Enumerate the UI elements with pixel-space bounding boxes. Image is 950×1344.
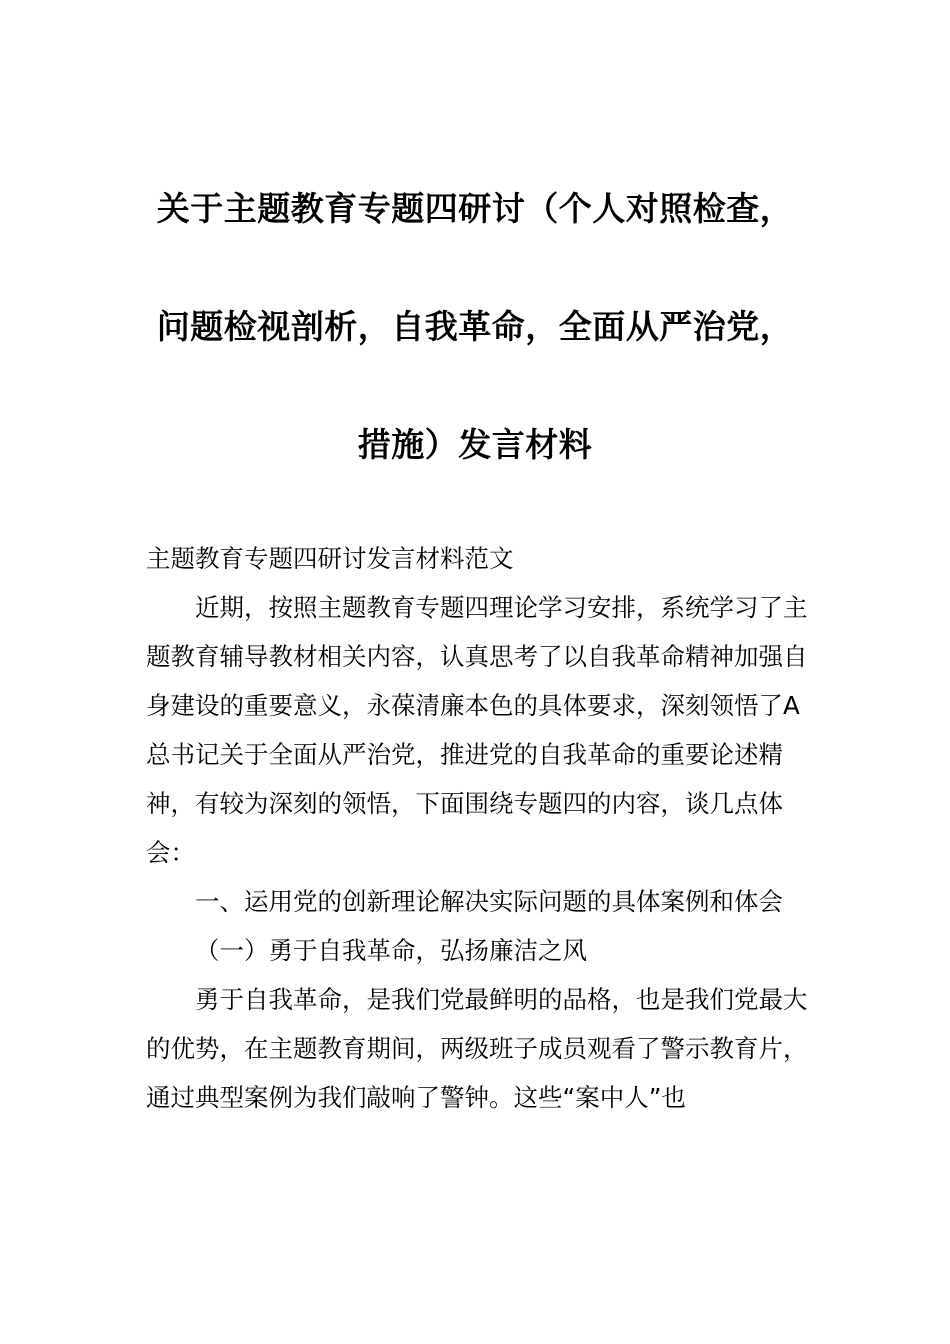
title-line-2: 问题检视剖析，自我革命，全面从严治党，: [156, 307, 794, 346]
document-subtitle: 主题教育专题四研讨发言材料范文: [146, 544, 514, 573]
subsection-heading-1: （一）勇于自我革命，弘扬廉洁之风: [195, 936, 587, 965]
section-heading-1: 一、运用党的创新理论解决实际问题的具体案例和体会: [195, 887, 783, 916]
title-line-1: 关于主题教育专题四研讨（个人对照检查，: [156, 189, 794, 228]
document-title: [120, 150, 830, 504]
title-line-3: 措施）发言材料: [357, 425, 593, 464]
paragraph-body: 勇于自我革命，是我们党最鲜明的品格，也是我们党最大的优势，在主题教育期间，两级班子成员观看了警示教育片，通过典型案例为我们敲响了警钟。这些“案中人”也: [146, 985, 808, 1112]
paragraph-intro: 近期，按照主题教育专题四理论学习安排，系统学习了主题教育辅导教材相关内容，认真思考了以自我革命精神加强自身建设的重要意义，永葆清廉本色的具体要求，深刻领悟了A总书记关于全面从严治党，推进党的自我革命的重要论述精神，有较为深刻的领悟，下面围绕专题四的内容，谈几点体会：: [146, 593, 808, 867]
document-body: [146, 534, 810, 1122]
